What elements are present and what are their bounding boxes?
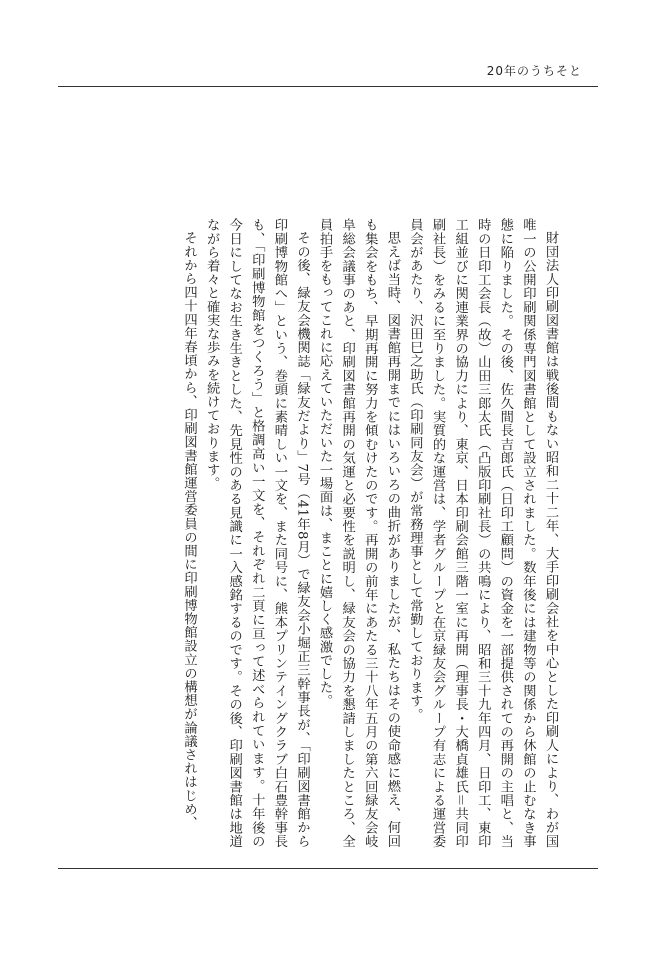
paragraph-3: その後、緑友会機関誌「緑友だより」7号（41年8月）で緑友会小堀正三幹事長が、「印刷図書館から印刷博物館へ」という、巻頭に素晴しい一文を、また同号に、熊本プリンテイングクラブ白石豊幹事長も、「印刷博物館をつくろう」と格調高い一文を、それぞれ二頁に亘って述べられています。十年後の今日にしてなお生き生きとした、先見性のある見識に一入感銘するのです。その後、印刷図書館は地道ながら着々と確実な歩みを続けております。 — [204, 218, 310, 848]
footer-rule — [58, 868, 598, 869]
paragraph-2: 思えば当時、図書館再開までにはいろいろの曲折がありましたが、私たちはその使命感に燃え、何回も集会をもち、早期再開に努力を傾むけたのです。再開の前年にあたる三十八年五月の第六回緑友会岐阜総会議事のあと、印刷図書館再開の気運と必要性を説明し、緑友会の協力を懇請しましたところ、全員拍手をもってこれに応えていただいた一場面は、まことに嬉しく感激でした。 — [317, 218, 400, 848]
running-header: 20年のうちそと — [486, 64, 582, 78]
paragraph-1: 財団法人印刷図書館は戦後間もない昭和二十二年、大手印刷会社を中心とした印刷人により、わが国唯一の公開印刷関係専門図書館として設立されました。数年後には建物等の関係から休館の止むなき事態に陥りました。その後、佐久間長吉郎氏（日印工顧問）の資金を一部提供されての再開の主唱と、当時の日印工会長（故）山田三郎太氏（凸版印刷社長）の共鳴により、昭和三十九年四月、日印工、東印工組並びに関連業界の協力により、東京、日本印刷会館三階一室に再開（理事長・大橋貞雄氏＝共同印刷社長）をみるに至りました。実質的な運営は、学者グループと在京緑友会グループ有志による運営委員会があたり、沢田巳之助氏（印刷同友会）が常務理事として常勤しております。 — [407, 218, 558, 848]
header-rule — [58, 86, 598, 87]
paragraph-4: それから四十四年春頃から、印刷図書館運営委員の間に印刷博物館設立の構想が論議されはじめ、 — [181, 231, 197, 830]
body-text — [86, 218, 561, 848]
